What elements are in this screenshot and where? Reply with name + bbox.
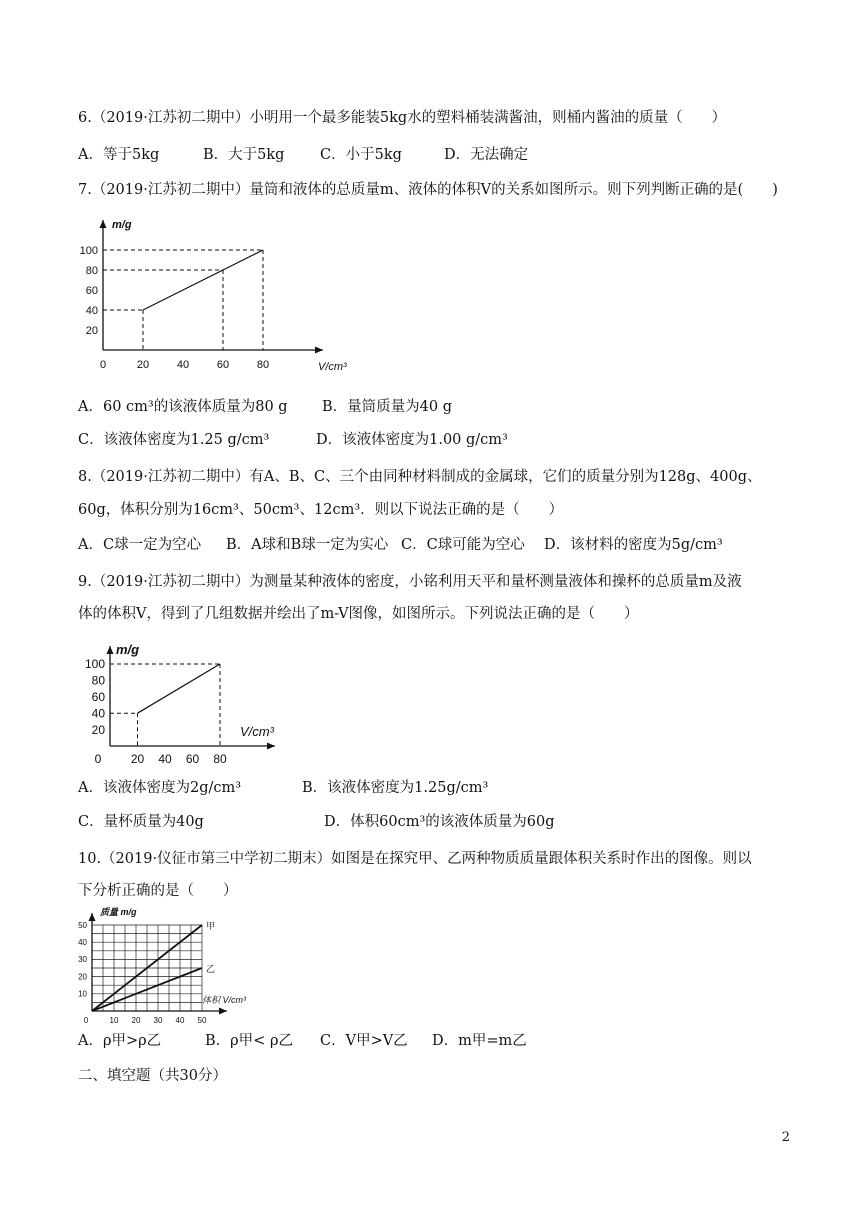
- y-tick-label: 20: [85, 324, 98, 337]
- y-tick-label: 60: [85, 284, 98, 297]
- q7-option-d: D．该液体密度为1.00 g/cm³: [316, 432, 508, 448]
- section-title-fill-blank: 二、填空题（共30分）: [78, 1068, 227, 1084]
- y-tick-label: 80: [91, 673, 105, 688]
- x-axis-arrow: [219, 1008, 227, 1015]
- q7-option-a: A．60 cm³的该液体质量为80 g: [78, 399, 288, 415]
- x-axis-label: 体积 V/cm³: [202, 995, 246, 1005]
- q9-stem-line2: 体的体积V，得到了几组数据并绘出了m-V图像，如图所示。下列说法正确的是（ ）: [78, 606, 639, 622]
- y-tick-label: 80: [85, 264, 98, 277]
- x-axis-label: V/cm³: [240, 724, 274, 739]
- x-axis-label: V/cm³: [318, 361, 347, 373]
- x-tick-label: 0: [99, 359, 107, 371]
- q6-option-b: B．大于5kg: [203, 147, 285, 163]
- q10-option-a: A．ρ甲>ρ乙: [78, 1033, 162, 1049]
- x-tick-label: 40: [176, 359, 190, 371]
- q10-stem-line1: 10.（2019·仪征市第三中学初二期末）如图是在探究甲、乙两种物质质量跟体积关系时作出的图像。则以: [78, 851, 752, 867]
- y-tick-label: 100: [79, 244, 98, 257]
- x-tick-label: 60: [216, 359, 230, 371]
- x-tick-label: 80: [213, 752, 227, 766]
- x-tick-label: 0: [94, 752, 102, 766]
- q9-chart: [80, 638, 310, 768]
- q6-option-a: A．等于5kg: [78, 147, 160, 163]
- q10-option-d: D．m甲=m乙: [432, 1033, 527, 1049]
- q8-option-b: B．A球和B球一定为实心: [226, 537, 389, 553]
- y-axis-arrow: [89, 913, 96, 921]
- y-tick-label: 40: [78, 938, 87, 947]
- q8-stem-line2: 60g，体积分别为16cm³、50cm³、12cm³．则以下说法正确的是（ ）: [78, 502, 564, 518]
- q8-option-c: C．C球可能为空心: [401, 537, 525, 553]
- x-axis-arrow: [315, 347, 323, 354]
- y-tick-label: 100: [84, 657, 105, 672]
- q9-option-a: A．该液体密度为2g/cm³: [78, 780, 242, 796]
- x-tick-label: 20: [130, 752, 145, 766]
- page-number: 2: [781, 1130, 790, 1145]
- q8-option-d: D．该材料的密度为5g/cm³: [544, 537, 723, 553]
- q10-chart: [72, 903, 272, 1028]
- x-tick-label: 40: [158, 752, 172, 766]
- q8-stem-line1: 8.（2019·江苏初二期中）有A、B、C、三个由同种材料制成的金属球，它们的质量分别为128g、400g、: [78, 469, 762, 485]
- x-tick-label: 60: [185, 752, 200, 766]
- q6-option-c: C．小于5kg: [320, 147, 402, 163]
- q7-option-b: B．量筒质量为40 g: [322, 399, 452, 415]
- q9-option-c: C．量杯质量为40g: [78, 814, 204, 830]
- q7-chart: [78, 212, 358, 377]
- y-axis-label: m/g: [116, 642, 140, 657]
- y-tick-label: 10: [78, 989, 87, 999]
- y-tick-label: 60: [91, 690, 105, 704]
- y-tick-label: 50: [78, 920, 87, 930]
- q6-option-d: D．无法确定: [444, 147, 529, 163]
- y-axis-arrow: [100, 220, 107, 228]
- series-line-1: [143, 250, 263, 310]
- y-tick-label: 40: [91, 706, 105, 721]
- q10-stem-line2: 下分析正确的是（ ）: [78, 883, 238, 899]
- q9-option-b: B．该液体密度为1.25g/cm³: [302, 780, 489, 796]
- q7-stem: 7.（2019·江苏初二期中）量筒和液体的总质量m、液体的体积V的关系如图所示。则下列判断正确的是( ): [78, 182, 778, 198]
- q10-option-c: C．V甲>V乙: [320, 1033, 408, 1049]
- x-tick-label: 80: [256, 359, 270, 371]
- q8-option-a: A．C球一定为空心: [78, 537, 202, 553]
- y-tick-label: 20: [78, 972, 87, 982]
- q10-option-b: B．ρ甲< ρ乙: [205, 1033, 293, 1049]
- y-tick-label: 30: [78, 955, 87, 965]
- x-tick-label: 0: [83, 1016, 89, 1025]
- x-tick-label: 20: [136, 359, 150, 371]
- y-tick-label: 20: [91, 722, 105, 737]
- x-tick-label: 40: [175, 1016, 185, 1025]
- y-tick-label: 40: [85, 304, 98, 317]
- series-label-2: 乙: [206, 964, 216, 974]
- series-line-1: [138, 664, 221, 713]
- y-axis-label: 质量 m/g: [100, 907, 137, 917]
- q6-stem: 6.（2019·江苏初二期中）小明用一个最多能装5kg水的塑料桶装满酱油，则桶内酱油的质量（ ）: [78, 110, 727, 126]
- q9-option-d: D．体积60cm³的该液体质量为60g: [324, 814, 555, 830]
- x-tick-label: 20: [131, 1016, 141, 1025]
- x-tick-label: 30: [153, 1016, 163, 1025]
- x-tick-label: 10: [109, 1016, 119, 1025]
- q9-stem-line1: 9.（2019·江苏初二期中）为测量某种液体的密度，小铭利用天平和量杯测量液体和操杯的总质量m及液: [78, 574, 742, 590]
- y-axis-label: m/g: [112, 219, 132, 231]
- x-axis-arrow: [267, 743, 275, 750]
- x-tick-label: 50: [197, 1016, 207, 1025]
- series-label-1: 甲: [206, 921, 216, 931]
- y-axis-arrow: [107, 646, 114, 654]
- q7-option-c: C．该液体密度为1.25 g/cm³: [78, 432, 270, 448]
